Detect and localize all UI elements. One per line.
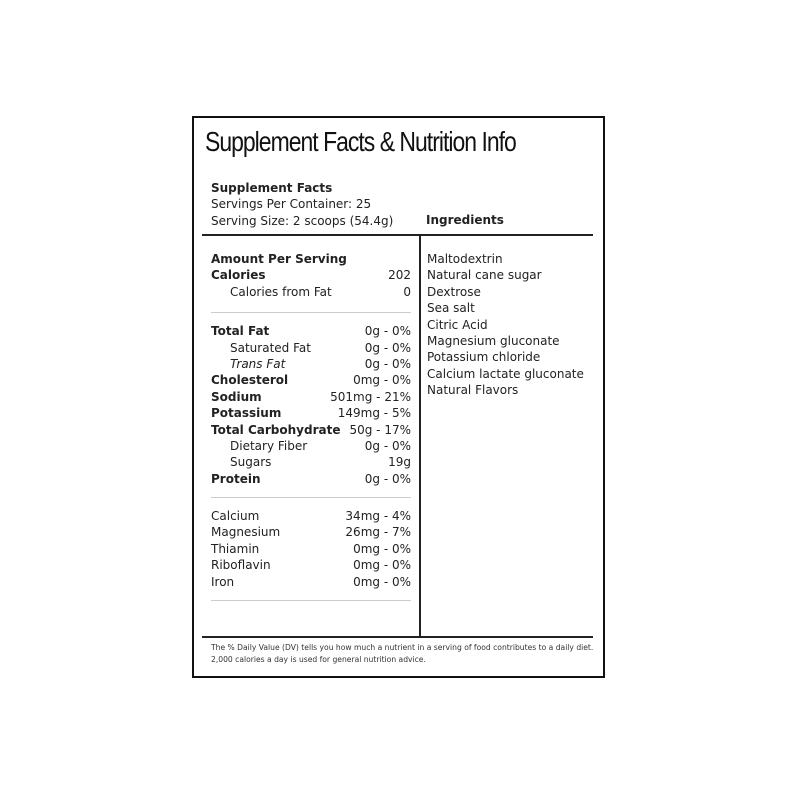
- ingredient-item: Potassium chloride: [427, 350, 541, 365]
- supplement-facts-heading: Supplement Facts: [211, 181, 333, 195]
- nutrient-row: [211, 508, 411, 524]
- nutrient-value: 0mg - 0%: [353, 574, 411, 589]
- nutrient-label: Riboflavin: [211, 558, 271, 573]
- ingredient-item: Citric Acid: [427, 317, 488, 332]
- nutrient-label: Potassium: [211, 406, 282, 421]
- nutrient-value: 501mg - 21%: [330, 389, 411, 404]
- nutrient-value: 202: [388, 268, 411, 283]
- nutrient-value: 19g: [388, 455, 411, 470]
- nutrient-value: 0g - 0%: [364, 438, 411, 453]
- ingredient-item: Sea salt: [427, 301, 475, 316]
- serving-info: [211, 180, 393, 229]
- nutrient-row: [211, 389, 411, 405]
- servings-per-container: Servings Per Container: 25: [211, 197, 372, 212]
- nutrient-row: [211, 405, 411, 421]
- ingredient-item: Calcium lactate gluconate: [427, 366, 584, 381]
- nutrient-value: 34mg - 4%: [345, 509, 411, 524]
- nutrient-label: Sugars: [230, 455, 272, 470]
- nutrient-row: [211, 471, 411, 487]
- nutrient-label: Sodium: [211, 389, 262, 404]
- column-divider: [419, 236, 421, 636]
- nutrient-label: Protein: [211, 471, 261, 486]
- nutrients-list: [211, 323, 411, 487]
- nutrient-label: Dietary Fiber: [230, 438, 308, 453]
- footer-divider: [202, 636, 593, 638]
- header-divider: [202, 234, 593, 236]
- nutrient-row: [211, 541, 411, 557]
- nutrient-row: [211, 372, 411, 388]
- serving-size: Serving Size: 2 scoops (54.4g): [211, 213, 394, 228]
- daily-value-footnote: The % Daily Value (DV) tells you how much a nutrient in a serving of food contributes to a daily diet. 2,000 calories a day is used for general nutrition advice.: [211, 643, 594, 664]
- section-divider: [211, 600, 411, 601]
- ingredient-item: Natural Flavors: [427, 383, 519, 398]
- ingredient-item: Magnesium gluconate: [427, 333, 560, 348]
- ingredients-list: [427, 251, 584, 399]
- nutrient-value: 50g - 17%: [349, 422, 411, 437]
- nutrient-row: [211, 267, 411, 283]
- nutrient-row: [211, 356, 411, 372]
- nutrient-value: 0g - 0%: [364, 471, 411, 486]
- nutrient-label: Calories: [211, 268, 266, 283]
- nutrient-label: Total Carbohydrate: [211, 422, 341, 437]
- nutrient-row: [211, 454, 411, 470]
- nutrient-value: 0g - 0%: [364, 356, 411, 371]
- nutrient-label: Iron: [211, 574, 235, 589]
- nutrition-column: [211, 251, 411, 601]
- nutrient-label: Trans Fat: [230, 356, 286, 371]
- nutrient-value: 0: [403, 284, 411, 299]
- nutrient-row: [211, 323, 411, 339]
- nutrient-row: [211, 340, 411, 356]
- nutrient-label: Saturated Fat: [230, 340, 311, 355]
- amount-per-serving: Amount Per Serving: [211, 252, 347, 266]
- page-title: Supplement Facts & Nutrition Info: [205, 126, 516, 157]
- nutrient-label: Calcium: [211, 509, 260, 524]
- nutrient-label: Magnesium: [211, 525, 281, 540]
- nutrient-value: 0g - 0%: [364, 340, 411, 355]
- nutrient-label: Total Fat: [211, 324, 270, 339]
- nutrient-row: [211, 574, 411, 590]
- nutrient-value: 0mg - 0%: [353, 541, 411, 556]
- ingredient-item: Maltodextrin: [427, 252, 503, 266]
- nutrient-row: [211, 422, 411, 438]
- ingredient-item: Natural cane sugar: [427, 268, 542, 283]
- nutrient-value: 0mg - 0%: [353, 558, 411, 573]
- ingredient-item: Dextrose: [427, 284, 481, 299]
- nutrient-row: [211, 438, 411, 454]
- calories-list: [211, 267, 411, 300]
- nutrient-value: 0g - 0%: [364, 324, 411, 339]
- minerals-list: [211, 508, 411, 590]
- nutrient-label: Thiamin: [211, 541, 260, 556]
- supplement-facts-panel: [192, 116, 605, 678]
- nutrient-value: 26mg - 7%: [345, 525, 411, 540]
- nutrient-label: Cholesterol: [211, 373, 289, 388]
- nutrient-value: 149mg - 5%: [337, 406, 411, 421]
- ingredients-heading: Ingredients: [426, 213, 504, 227]
- nutrient-row: [211, 557, 411, 573]
- nutrient-row: [211, 284, 411, 300]
- nutrient-label: Calories from Fat: [230, 284, 332, 299]
- nutrient-row: [211, 524, 411, 540]
- nutrient-value: 0mg - 0%: [353, 373, 411, 388]
